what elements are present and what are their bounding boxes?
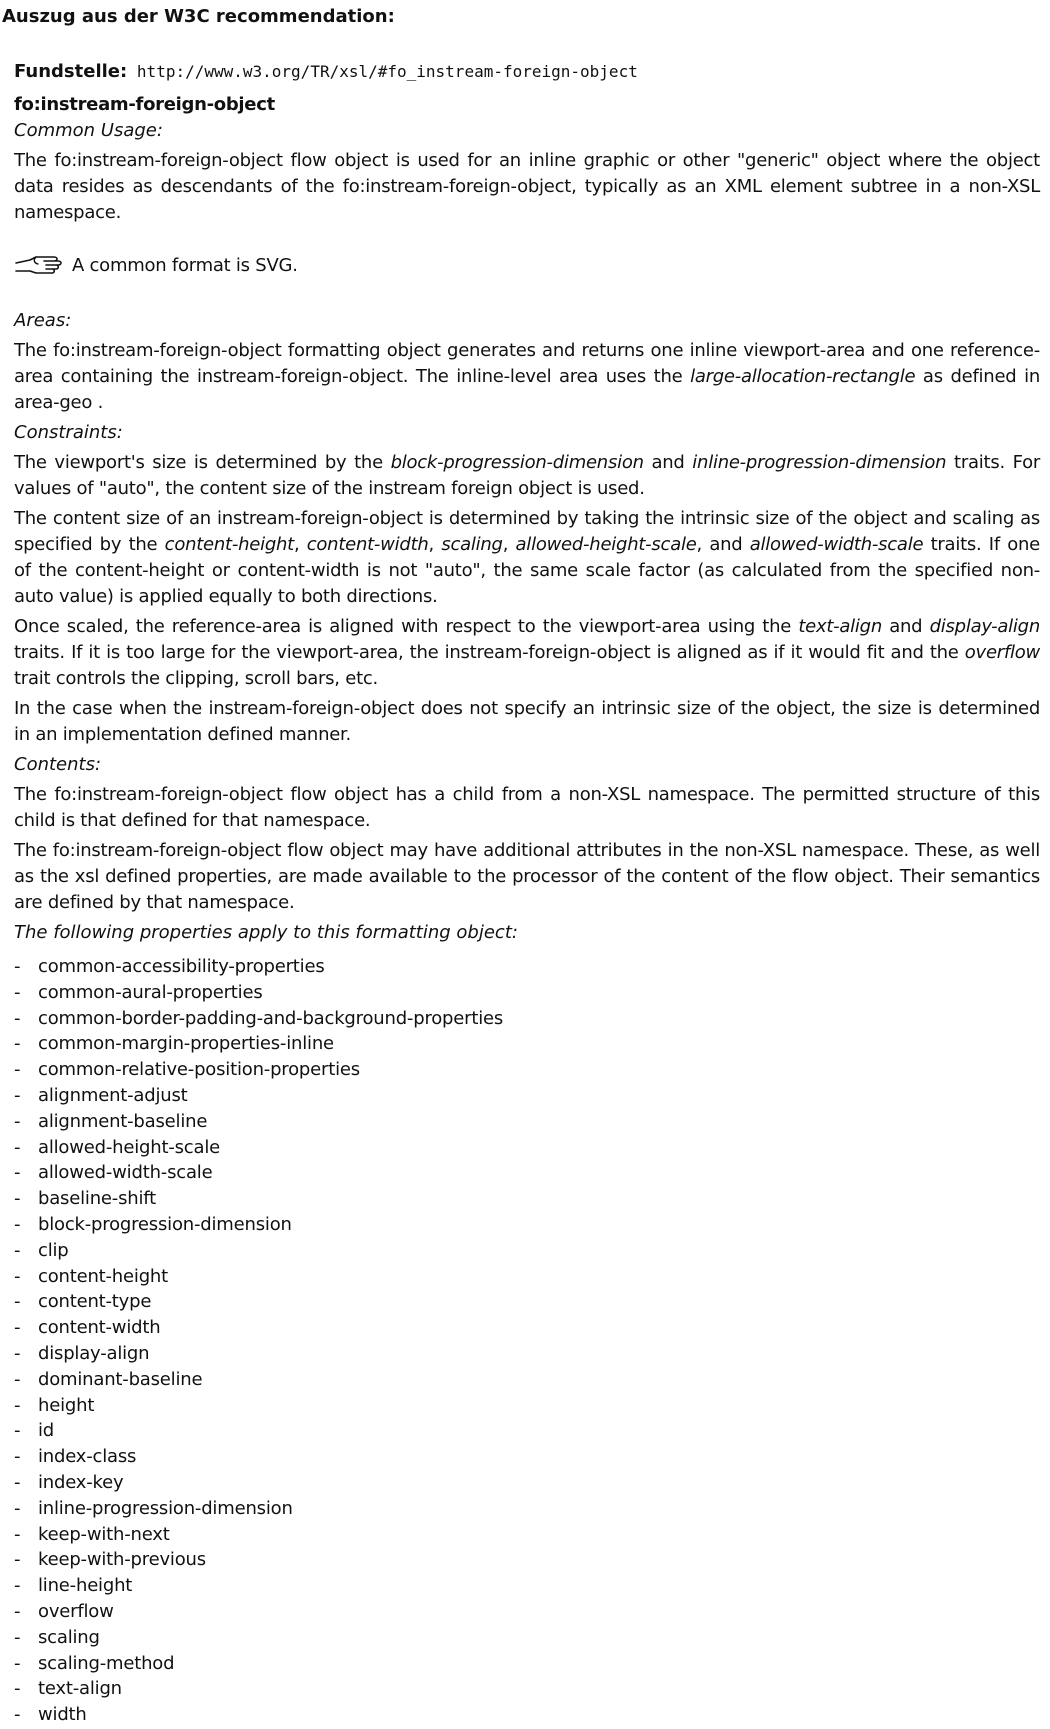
property-item — [14, 1160, 1040, 1186]
property-item — [14, 1083, 1040, 1109]
property-bullet: - — [14, 1033, 21, 1055]
property-name: baseline-shift — [38, 1188, 156, 1210]
property-bullet: - — [14, 1523, 21, 1545]
property-item — [14, 1057, 1040, 1083]
document-content — [14, 58, 1040, 1728]
property-item — [14, 1212, 1040, 1238]
property-bullet: - — [14, 1084, 21, 1106]
properties-list — [14, 954, 1040, 1728]
contents-text-1: The fo:instream-foreign-object flow object has a child from a non-XSL namespace. The permitted structure of this child is that defined for that namespace. — [14, 784, 1040, 831]
property-name: line-height — [38, 1575, 133, 1597]
property-bullet: - — [14, 1600, 21, 1622]
property-item — [14, 1573, 1040, 1599]
property-name: width — [38, 1704, 87, 1726]
property-item — [14, 1651, 1040, 1677]
property-item — [14, 1031, 1040, 1057]
property-bullet: - — [14, 1497, 21, 1519]
property-bullet: - — [14, 1575, 21, 1597]
property-item — [14, 1289, 1040, 1315]
property-name: index-key — [38, 1471, 124, 1493]
pointing-hand-icon — [14, 253, 68, 279]
constraints-text-1: The viewport's size is determined by the block-progression-dimension and inline-progression-dimension traits. For values of "auto", the content size of the instream foreign object is used. — [14, 452, 1040, 499]
property-item — [14, 1702, 1040, 1728]
property-name: clip — [38, 1239, 69, 1261]
property-name: common-aural-properties — [38, 981, 263, 1003]
property-name: common-relative-position-properties — [38, 1059, 360, 1081]
property-bullet: - — [14, 1704, 21, 1726]
property-item — [14, 1186, 1040, 1212]
note — [14, 246, 1040, 286]
constraints-text-2: The content size of an instream-foreign-object is determined by taking the intrinsic size of the object and scaling as specified by the content-height, content-width, scaling, allowed-height-scale, and allowed-width-scale traits. If one of the content-height or content-width is not "auto", the same scale factor (as calculated from the specified non-auto value) is applied equally to both directions. — [14, 508, 1041, 607]
property-bullet: - — [14, 981, 21, 1003]
property-name: index-class — [38, 1446, 137, 1468]
constraints-text-4: In the case when the instream-foreign-object does not specify an intrinsic size of the object, the size is determined in an implementation defined manner. — [14, 698, 1040, 745]
properties-label: The following properties apply to this formatting object: — [14, 922, 518, 943]
property-item — [14, 1393, 1040, 1419]
property-bullet: - — [14, 1136, 21, 1158]
note-text: A common format is SVG. — [72, 255, 298, 276]
property-item — [14, 1625, 1040, 1651]
common-usage-label: Common Usage: — [14, 120, 163, 141]
property-bullet: - — [14, 1059, 21, 1081]
property-name: content-type — [38, 1291, 152, 1313]
constraints-text-3: Once scaled, the reference-area is aligned with respect to the viewport-area using the text-align and display-align traits. If it is too large for the viewport-area, the instream-foreign-object is aligned as if it would fit and the overflow trait controls the clipping, scroll bars, etc. — [14, 616, 1040, 689]
property-name: allowed-height-scale — [38, 1136, 221, 1158]
property-bullet: - — [14, 1007, 21, 1029]
property-name: alignment-baseline — [38, 1110, 208, 1132]
property-item — [14, 1341, 1040, 1367]
property-name: block-progression-dimension — [38, 1213, 292, 1235]
source-url: http://www.w3.org/TR/xsl/#fo_instream-foreign-object — [136, 62, 638, 81]
areas-label: Areas: — [14, 310, 72, 331]
property-name: common-margin-properties-inline — [38, 1033, 334, 1055]
property-bullet: - — [14, 1265, 21, 1287]
property-bullet: - — [14, 1213, 21, 1235]
property-bullet: - — [14, 1342, 21, 1364]
property-item — [14, 1006, 1040, 1032]
property-bullet: - — [14, 1291, 21, 1313]
property-name: keep-with-previous — [38, 1549, 206, 1571]
property-bullet: - — [14, 1188, 21, 1210]
property-item — [14, 1676, 1040, 1702]
property-item — [14, 1367, 1040, 1393]
fo-name-heading: fo:instream-foreign-object — [14, 94, 275, 115]
property-name: scaling — [38, 1626, 100, 1648]
common-usage-text: The fo:instream-foreign-object flow object is used for an inline graphic or other "generic" object where the object data resides as descendants of the fo:instream-foreign-object, typically as an XML element subtree in a non-XSL namespace. — [14, 150, 1040, 223]
property-item — [14, 1264, 1040, 1290]
property-item — [14, 954, 1040, 980]
property-item — [14, 980, 1040, 1006]
property-name: allowed-width-scale — [38, 1162, 213, 1184]
property-bullet: - — [14, 1162, 21, 1184]
property-item — [14, 1444, 1040, 1470]
property-item — [14, 1599, 1040, 1625]
property-bullet: - — [14, 1471, 21, 1493]
property-name: common-accessibility-properties — [38, 956, 325, 977]
property-name: display-align — [38, 1342, 150, 1364]
property-name: common-border-padding-and-background-properties — [38, 1007, 504, 1029]
property-item — [14, 1522, 1040, 1548]
property-item — [14, 1418, 1040, 1444]
property-item — [14, 1470, 1040, 1496]
property-name: alignment-adjust — [38, 1084, 188, 1106]
property-bullet: - — [14, 1394, 21, 1416]
source-line — [14, 58, 1040, 86]
property-bullet: - — [14, 1368, 21, 1390]
property-name: keep-with-next — [38, 1523, 170, 1545]
property-bullet: - — [14, 1110, 21, 1132]
property-bullet: - — [14, 1678, 21, 1700]
property-bullet: - — [14, 956, 21, 977]
property-item — [14, 1135, 1040, 1161]
contents-text-2: The fo:instream-foreign-object flow object may have additional attributes in the non-XSL namespace. These, as well as the xsl defined properties, are made available to the processor of the content of the flow object. Their semantics are defined by that namespace. — [14, 840, 1040, 913]
property-name: content-width — [38, 1317, 161, 1339]
property-bullet: - — [14, 1239, 21, 1261]
property-name: overflow — [38, 1600, 114, 1622]
property-name: inline-progression-dimension — [38, 1497, 293, 1519]
constraints-label: Constraints: — [14, 422, 123, 443]
contents-label: Contents: — [14, 754, 102, 775]
property-item — [14, 1109, 1040, 1135]
source-label: Fundstelle: — [14, 61, 128, 82]
property-bullet: - — [14, 1420, 21, 1442]
property-bullet: - — [14, 1549, 21, 1571]
property-bullet: - — [14, 1446, 21, 1468]
property-name: id — [38, 1420, 55, 1442]
property-name: content-height — [38, 1265, 168, 1287]
property-item — [14, 1547, 1040, 1573]
property-name: scaling-method — [38, 1652, 175, 1674]
property-item — [14, 1496, 1040, 1522]
property-bullet: - — [14, 1626, 21, 1648]
property-name: text-align — [38, 1678, 122, 1700]
excerpt-heading: Auszug aus der W3C recommendation: — [2, 6, 395, 27]
property-item — [14, 1315, 1040, 1341]
property-name: height — [38, 1394, 95, 1416]
property-bullet: - — [14, 1317, 21, 1339]
property-bullet: - — [14, 1652, 21, 1674]
property-name: dominant-baseline — [38, 1368, 203, 1390]
areas-text: The fo:instream-foreign-object formatting object generates and returns one inline viewport-area and one reference-area containing the instream-foreign-object. The inline-level area uses the large-allocation-rectangle as defined in area-geo . — [14, 340, 1040, 413]
property-item — [14, 1238, 1040, 1264]
